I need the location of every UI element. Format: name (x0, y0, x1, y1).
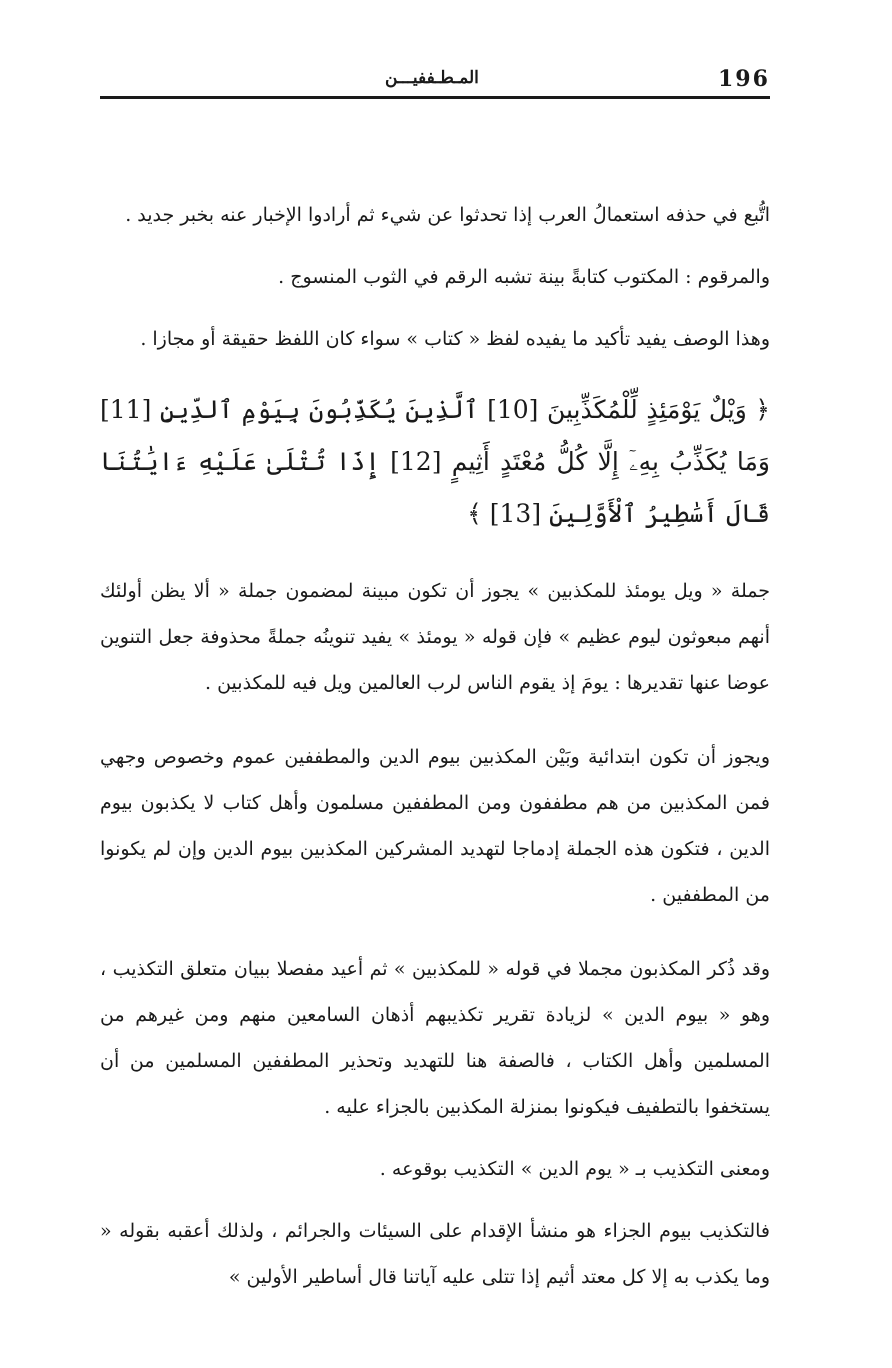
paragraph: ومعنى التكذيب بـ « يوم الدين » التكذيب بوقوعه . (379, 1158, 770, 1180)
page-header (100, 60, 770, 99)
quran-verse: ﴿ وَيْلٌ يَوْمَئِذٍ لِّلْمُكَذِّبِينَ [10] ٱلَّذِينَ يُكَذِّبُونَ بِيَوْمِ ٱلدِّينِ [11] وَمَا يُكَذِّبُ بِهِۦٓ إِلَّا كُلُّ مُعْتَدٍ أَثِيمٍ [12] إِذَا تُتْلَىٰ عَلَيْهِ ءَايَٰتُنَا قَالَ أَسَٰطِيرُ ٱلْأَوَّلِينَ [13] ﴾ (100, 395, 770, 528)
page-number: 196 (718, 66, 770, 92)
paragraph: وهذا الوصف يفيد تأكيد ما يفيده لفظ « كتاب » سواء كان اللفظ حقيقة أو مجازا . (140, 328, 770, 350)
paragraph: جملة « ويل يومئذ للمكذبين » يجوز أن تكون مبينة لمضمون جملة « ألا يظن أولئك أنهم مبعوثون ليوم عظيم » فإن قوله « يومئذ » يفيد تنوينُه جملةً محذوفة جعل التنوين عوضا عنها تقديرها : يومَ إذ يقوم الناس لرب العالمين ويل فيه للمكذبين . (100, 580, 770, 694)
running-title: المـطـففيـــن (385, 68, 479, 88)
paragraph: اتُّبع في حذفه استعمالُ العرب إذا تحدثوا عن شيء ثم أرادوا الإخبار عنه بخبر جديد . (125, 204, 770, 226)
paragraph: وقد ذُكر المكذبون مجملا في قوله « للمكذبين » ثم أعيد مفصلا ببيان متعلق التكذيب ، وهو « بيوم الدين » لزيادة تقرير تكذيبهم أذهان السامعين منهم ومن غيرهم من المسلمين وأهل الكتاب ، فالصفة هنا للتهديد وتحذير المطففين المسلمين من أن يستخفوا بالتطفيف فيكونوا بمنزلة المكذبين بالجزاء عليه . (100, 958, 770, 1118)
book-page (100, 60, 770, 1300)
page-body (100, 192, 770, 1300)
paragraph: والمرقوم : المكتوب كتابةً بينة تشبه الرقم في الثوب المنسوج . (278, 266, 770, 288)
paragraph: فالتكذيب بيوم الجزاء هو منشأ الإقدام على السيئات والجرائم ، ولذلك أعقبه بقوله « وما يكذب به إلا كل معتد أثيم إذا تتلى عليه آياتنا قال أساطير الأولين » (100, 1220, 770, 1288)
paragraph: ويجوز أن تكون ابتدائية وبَيْن المكذبين بيوم الدين والمطففين عموم وخصوص وجهي فمن المكذبين من هم مطففون ومن المطففين مسلمون وأهل كتاب لا يكذبون بيوم الدين ، فتكون هذه الجملة إدماجا لتهديد المشركين المكذبين بيوم الدين وإن لم يكونوا من المطففين . (100, 746, 770, 906)
